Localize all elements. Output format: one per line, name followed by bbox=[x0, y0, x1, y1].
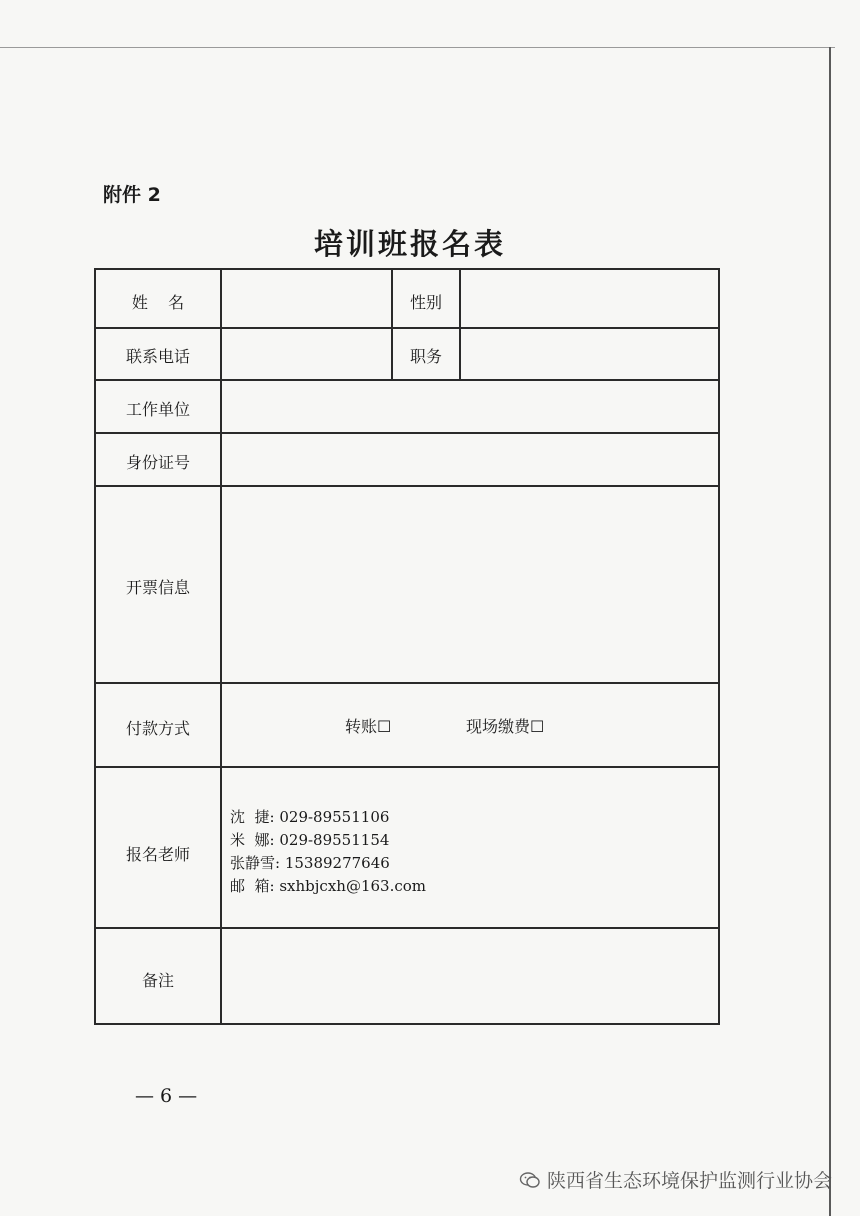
payment-transfer-option[interactable]: 转账☐ bbox=[345, 717, 392, 736]
row-divider bbox=[96, 432, 718, 434]
row-divider bbox=[96, 327, 718, 329]
attachment-label: 附件 2 bbox=[103, 184, 161, 206]
name-label: 姓 名 bbox=[131, 293, 185, 312]
footer-watermark bbox=[519, 1166, 832, 1193]
wechat-icon bbox=[519, 1171, 541, 1189]
gender-label: 性别 bbox=[409, 293, 442, 312]
payment-method-label: 付款方式 bbox=[125, 719, 190, 738]
position-label: 职务 bbox=[409, 347, 442, 366]
contact-line: 沈 捷: 029-89551106 bbox=[230, 808, 390, 826]
row-divider bbox=[96, 927, 718, 929]
employer-label: 工作单位 bbox=[125, 400, 190, 419]
label-column-divider bbox=[220, 270, 222, 1025]
page-right-edge bbox=[829, 47, 831, 1216]
page-top-edge bbox=[0, 47, 835, 48]
contact-list bbox=[230, 806, 426, 898]
phone-label: 联系电话 bbox=[125, 347, 190, 366]
contact-line: 米 娜: 029-89551154 bbox=[230, 831, 390, 849]
row-divider bbox=[96, 485, 718, 487]
page-number: — 6 — bbox=[135, 1085, 198, 1107]
payment-onsite-option[interactable]: 现场缴费☐ bbox=[466, 717, 545, 736]
registration-form-table bbox=[94, 268, 720, 1025]
invoice-info-label: 开票信息 bbox=[125, 578, 190, 597]
row-divider bbox=[96, 682, 718, 684]
row-divider bbox=[96, 766, 718, 768]
contact-line: 张静雪: 15389277646 bbox=[230, 854, 390, 872]
contact-email-line: 邮 箱: sxhbjcxh@163.com bbox=[230, 877, 427, 895]
row-divider bbox=[96, 379, 718, 381]
registration-teacher-label: 报名老师 bbox=[125, 845, 190, 864]
remarks-label: 备注 bbox=[141, 971, 174, 990]
footer-organization-name: 陕西省生态环境保护监测行业协会 bbox=[546, 1170, 832, 1192]
id-number-label: 身份证号 bbox=[125, 453, 190, 472]
page-title: 培训班报名表 bbox=[313, 227, 506, 261]
